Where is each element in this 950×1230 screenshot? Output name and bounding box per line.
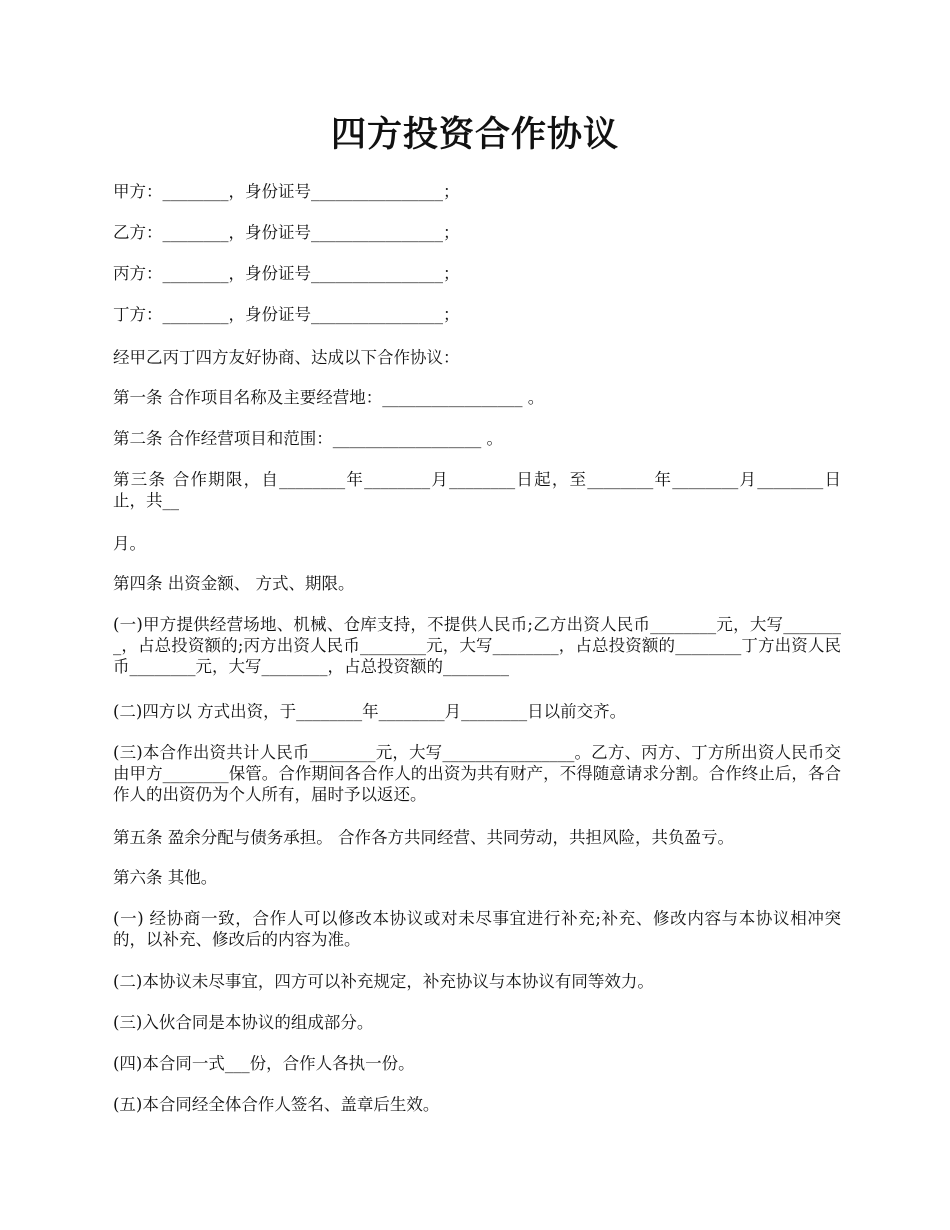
article-2: 第二条 合作经营项目和范围：__________________ 。	[113, 429, 503, 448]
party-d-line: 丁方：________，身份证号________________；	[113, 305, 460, 324]
article-6-clause-1: (一) 经协商一致，合作人可以修改本协议或对未尽事宜进行补充;补充、修改内容与本协议相冲突的，以补充、修改后的内容为准。	[113, 909, 841, 949]
intro-paragraph: 经甲乙丙丁四方友好协商、达成以下合作协议：	[113, 348, 460, 367]
article-3-continuation: 月。	[113, 534, 146, 553]
article-6: 第六条 其他。	[113, 868, 218, 887]
article-1: 第一条 合作项目名称及主要经营地：_________________ 。	[113, 388, 545, 407]
party-c-line: 丙方：________，身份证号________________；	[113, 264, 460, 283]
article-6-clause-3: (三)入伙合同是本协议的组成部分。	[113, 1013, 374, 1032]
article-4: 第四条 出资金额、 方式、期限。	[113, 574, 355, 593]
article-6-clause-2: (二)本协议未尽事宜，四方可以补充规定，补充协议与本协议有同等效力。	[113, 972, 654, 991]
party-b-line: 乙方：________，身份证号________________；	[113, 223, 460, 242]
article-6-clause-5: (五)本合同经全体合作人签名、盖章后生效。	[113, 1095, 440, 1114]
article-4-clause-2: (二)四方以 方式出资，于________年________月________日以前交齐。	[113, 702, 627, 721]
article-6-clause-4: (四)本合同一式___份，合作人各执一份。	[113, 1054, 415, 1073]
party-a-line: 甲方：________，身份证号________________；	[113, 182, 460, 201]
article-4-clause-1: (一)甲方提供经营场地、机械、仓库支持，不提供人民币;乙方出资人民币________元，大写________，占总投资额的;丙方出资人民币________元，大写________，占总投资额的________丁方出资人民币________元，大写________，占总投资额的________	[113, 615, 841, 676]
article-5: 第五条 盈余分配与债务承担。 合作各方共同经营、共同劳动，共担风险，共负盈亏。	[113, 828, 734, 847]
document-title: 四方投资合作协议	[330, 114, 619, 155]
article-4-clause-3: (三)本合作出资共计人民币________元，大写________________。乙方、丙方、丁方所出资人民币交由甲方________保管。合作期间各合作人的出资为共有财产，不得随意请求分割。合作终止后，各合作人的出资仍为个人所有，届时予以返还。	[113, 743, 841, 804]
article-3: 第三条 合作期限，自________年________月________日起，至________年________月________日止，共__	[113, 470, 841, 510]
